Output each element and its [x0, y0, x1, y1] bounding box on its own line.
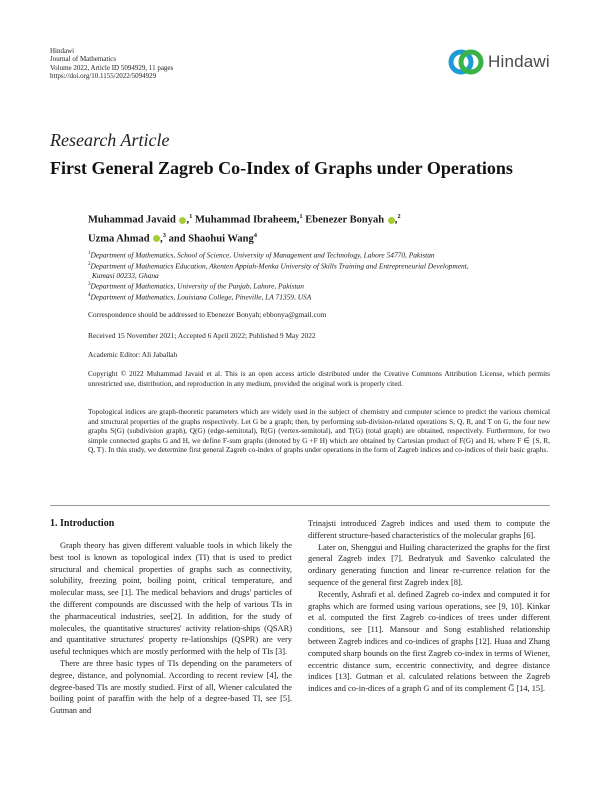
author-name[interactable]: Ebenezer Bonyah	[305, 214, 385, 226]
affiliation-4: $^4$Department of Mathematics, Louisiana College, Pineville, LA 71359, USA	[88, 292, 312, 302]
paragraph: Trinajsti introduced Zagreb indices and used them to compute the different structure-based characteristics of the molecular graphs [6].	[308, 519, 550, 540]
affiliations	[88, 249, 558, 302]
hindawi-logo-text: Hindawi	[488, 52, 550, 71]
author-name[interactable]: Muhammad Ibraheem,	[194, 214, 300, 226]
author-sup: 3	[162, 231, 167, 239]
affiliation-2-continued: Kumasi 00233, Ghana	[92, 270, 159, 280]
paragraph: Recently, Ashrafi et al. defined Zagreb co-index and computed it for graphs which are formed using various operations, see [9, 10]. Kinkar et al. computed the first Zagreb co-indices of trees under different conditions, see [11]. Mansour and Song established relationship between Zagreb indices and co-indices of graphs [12]. Huaa and Zhang computed sharp bounds on the first Zagreb co-index in terms of Wiener, eccentric distance sum, eccentric connectivity, and degree distance indices [13]. Gutman et al. calculated relations between the Zagreb indices and co-in-dices of a graph G and of its complement G̅ [14, 15].	[308, 589, 550, 694]
abstract: Topological indices are graph-theoretic parameters which are widely used in the subject of chemistry and computer science to predict the various chemical and structural properties of the graphs respectively. Let G be a graph; then, by performing sub-division-related operations S, Q, R, and T on G, the four new graphs S(G) (subdivision graph), Q(G) (edge-semitotal), R(G) (vertex-semitotal), and T(G) (total graph) are obtained, respectively. Furthermore, for two simple connected graphs G and H, we define F-sum graphs (denoted by G +F H) which are obtained by Cartesian product of F(G) and H, where F ∈ {S, R, Q, T}. In this study, we determine first general Zagreb co-index of graphs under operations in the form of Zagreb indices and co-indices of their basic graphs.	[88, 407, 550, 455]
journal-name: Journal of Mathematics	[50, 55, 117, 64]
correspondence: Correspondence should be addressed to Ebenezer Bonyah; ebbonya@gmail.com	[88, 310, 327, 319]
author-line-1: Muhammad Javaid ,$^1$ Muhammad Ibraheem,$^1$ Ebenezer Bonyah ,$^2$	[88, 213, 401, 226]
section-heading: 1. Introduction	[50, 518, 115, 529]
affiliation-1: $^1$Department of Mathematics, School of Science, University of Management and Technology, Lahore 54770, Pakistan	[88, 250, 435, 260]
article-title: First General Zagreb Co-Index of Graphs under Operations	[50, 158, 513, 178]
left-column	[50, 540, 292, 717]
affiliation-3: $^3$Department of Mathematics, University of the Punjab, Lahore, Pakistan	[88, 281, 304, 291]
affiliation-2: $^2$Department of Mathematics Education, Akenten Appiah-Menka University of Skills Training and Entrepreneurial Development,	[88, 261, 469, 271]
author-name[interactable]: Muhammad Javaid	[88, 214, 176, 226]
orcid-icon[interactable]	[388, 217, 395, 224]
author-list	[88, 209, 401, 246]
author-sup: 1	[189, 213, 193, 220]
author-sup: 4	[253, 231, 257, 239]
publisher-name: Hindawi	[50, 47, 75, 55]
author-name[interactable]: and Shaohui Wang	[168, 233, 254, 244]
doi-link[interactable]: https://doi.org/10.1155/2022/5094929	[50, 72, 157, 81]
author-sup: 1	[299, 213, 303, 220]
paragraph: Later on, Shenggui and Huiling characterized the graphs for the first general Zagreb index [7]. Bedratyuk and Savenko calculated the ordinary generating function and linear re-currence relation for the sequence of the general first Zagreb index [8].	[308, 542, 550, 587]
volume-info: Volume 2022, Article ID 5094929, 11 pages	[50, 63, 174, 72]
article-type: Research Article	[50, 130, 170, 150]
author-line-2: Uzma Ahmad ,$^3$ and Shaohui Wang$^4$	[88, 231, 257, 244]
article-dates: Received 15 November 2021; Accepted 6 April 2022; Published 9 May 2022	[88, 331, 316, 340]
author-sup: 2	[397, 213, 401, 220]
paragraph: Graph theory has given different valuable tools in which likely the best tool is known as topological index (TI) that is used to predict structural and chemical properties of graphs such as connectivity, solubility, freezing point, boiling point, critical temperature, and molecular mass, see [1]. The medical behaviors and drugs' particles of the different compounds are discussed with the help of various TIs in the pharmaceutical industries, see[2]. In addition, for the study of molecules, the quantitative structures' activity relation-ships (QSAR) and quantitative structures' property re-lationships (QSPR) are very useful techniques which are mostly performed with the help of TIs [3].	[50, 541, 292, 657]
section-divider	[50, 505, 550, 506]
journal-metadata	[50, 47, 173, 81]
copyright-notice: Copyright © 2022 Muhammad Javaid et al. This is an open access article distributed under the Creative Commons Attribution License, which permits unrestricted use, distribution, and reproduction in any medium, provided the original work is properly cited.	[88, 369, 550, 388]
academic-editor: Academic Editor: Ali Jaballah	[88, 350, 178, 359]
author-name[interactable]: Uzma Ahmad	[88, 233, 150, 244]
hindawi-logo-icon	[448, 46, 484, 78]
hindawi-logo	[448, 46, 550, 78]
paragraph: There are three basic types of TIs depending on the parameters of degree, distance, and polynomial. According to recent review [4], the degree-based TIs are mostly studied. First of all, Wiener calculated the boiling point of paraffin with the help of a degree-based TI, see [5]. Gutman and	[50, 658, 292, 716]
right-column	[308, 518, 550, 695]
